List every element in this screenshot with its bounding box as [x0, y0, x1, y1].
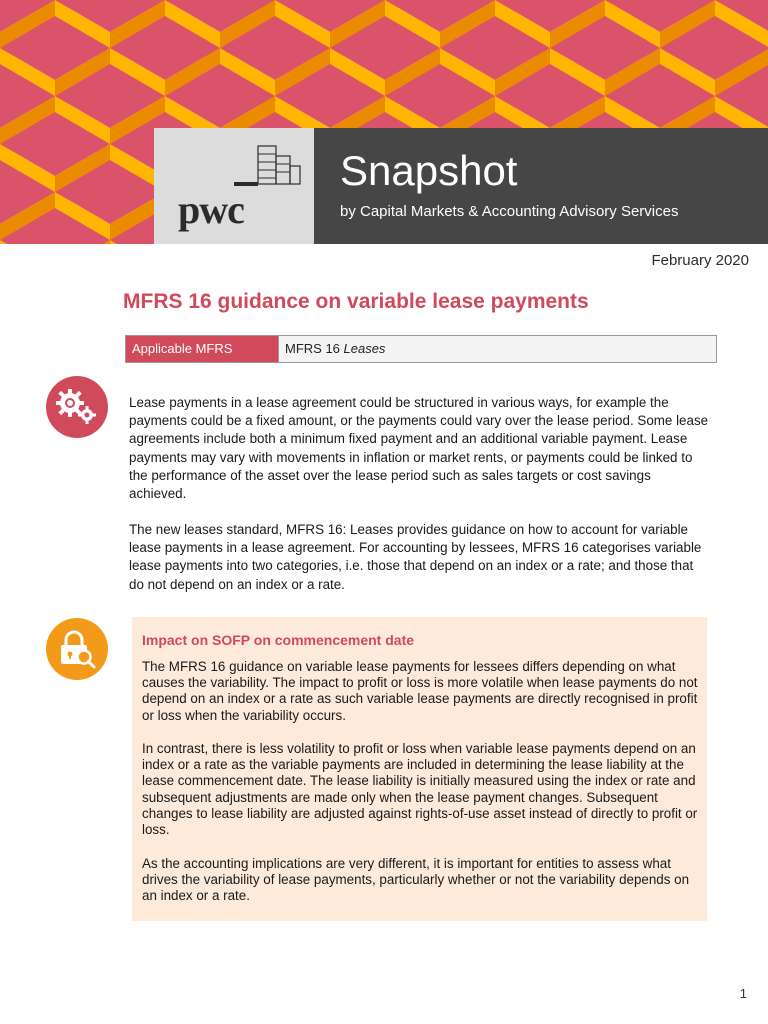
gears-icon	[46, 376, 108, 438]
applicable-mfrs-table	[125, 335, 717, 363]
logo-building-icon	[234, 144, 304, 188]
impact-heading: Impact on SOFP on commencement date	[142, 632, 415, 648]
mfrs-value-prefix: MFRS 16	[285, 341, 344, 356]
intro-paragraph-2: The new leases standard, MFRS 16: Leases provides guidance on how to account for variable lease payments in a lease agreement. For accounting by lessees, MFRS 16 categorises variable lease payments into two categories, i.e. those that depend on an index or a rate; and those that do not depend on an index or a rate.	[129, 522, 702, 592]
impact-paragraph-2: In contrast, there is less volatility to profit or loss when variable lease payments depend on an index or a rate as the variable payments are included in determining the lease liability at the lease commencement date. The lease liability is initially measured using the index or rate and subsequent adjustments are made only when the lease payment changes. Subsequent changes to lease liability are adjusted against rights-of-use asset instead of directly to profit or loss.	[142, 741, 698, 838]
page-subtitle: by Capital Markets & Accounting Advisory Services	[340, 203, 679, 220]
applicable-mfrs-value	[279, 336, 385, 362]
applicable-mfrs-label: Applicable MFRS	[126, 336, 279, 362]
intro-paragraph-1: Lease payments in a lease agreement could be structured in various ways, for example the payments could be a fixed amount, or the payments could vary over the lease period. Some lease agreements include both a minimum fixed payment and an additional variable payment. Lease payments may vary with movements in inflation or market rents, or payments could be linked to the performance of the asset over the lease period such as sales targets or cost savings achieved.	[129, 395, 709, 502]
mfrs-value-italic: Leases	[343, 341, 386, 356]
page-title: Snapshot	[340, 147, 518, 194]
logo-text: pwc	[178, 187, 244, 232]
document-title: MFRS 16 guidance on variable lease payments	[123, 290, 589, 313]
page-number: 1	[739, 986, 747, 1001]
impact-panel	[132, 617, 707, 921]
impact-paragraph-1: The MFRS 16 guidance on variable lease payments for lessees differs depending on what causes the variability. The impact to profit or loss is more volatile when lease payments do not depend on an index or a rate as such variable lease payments are directly recognised in profit or loss when the variability occurs.	[142, 659, 698, 723]
impact-paragraph-3: As the accounting implications are very different, it is important for entities to assess what drives the variability of lease payments, particularly whether or not the variability depends on an index or a rate.	[142, 856, 690, 904]
header-title-box	[314, 128, 768, 244]
pwc-logo	[154, 128, 314, 244]
lock-search-icon	[46, 618, 108, 680]
publication-date: February 2020	[651, 252, 749, 269]
